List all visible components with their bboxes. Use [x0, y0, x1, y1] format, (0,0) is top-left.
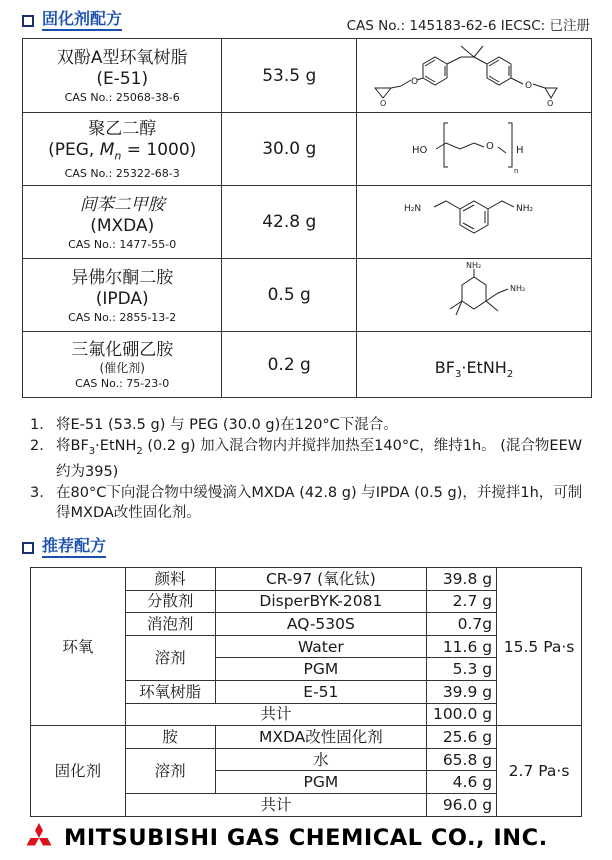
- table-row: 溶剂 Water 11.6 g: [31, 635, 582, 658]
- component-name: 双酚A型环氧树脂: [56, 48, 188, 68]
- table-row: [23, 186, 592, 259]
- recommended-table: [30, 567, 582, 817]
- component-cas: CAS No.: 1477-55-0: [68, 237, 177, 251]
- component-cas: CAS No.: 2855-13-2: [68, 310, 177, 324]
- svg-text:O: O: [380, 98, 387, 108]
- square-bullet-icon: [22, 542, 34, 554]
- component-amount: 0.2 g: [222, 332, 357, 398]
- group-label: 环氧: [31, 568, 126, 726]
- viscosity-value: 2.7 Pa·s: [497, 726, 582, 816]
- svg-text:O: O: [547, 98, 554, 108]
- component-amount: 30.0 g: [222, 113, 357, 186]
- component-name: 聚乙二醇: [88, 118, 157, 139]
- list-item: 2. 将$BF_3\cdot EtNH_2$ (0.2 g) 加入混合物内并搅拌加热至140°C，维持1h。 (混合物EEW约为395): [30, 438, 583, 480]
- component-cas: CAS No.: 25322-68-3: [64, 167, 180, 181]
- total-value: 96.0 g: [427, 793, 497, 816]
- table-row: 环氧 颜料 CR-97 (氧化钛) 39.8 g 15.5 Pa·s: [31, 568, 582, 591]
- company-footer: [22, 820, 592, 856]
- bisphenol-a-epoxy-structure: [361, 40, 587, 108]
- svg-text:O: O: [525, 80, 533, 91]
- svg-text:n: n: [514, 167, 519, 175]
- table-row: PGM 5.3 g: [31, 658, 582, 681]
- mxda-structure: [374, 189, 574, 251]
- table-row: [23, 39, 592, 113]
- svg-text:HO: HO: [412, 145, 428, 156]
- component-cas: CAS No.: 75-23-0: [75, 377, 170, 390]
- list-item: 3. 在80°C下向混合物中缓慢滴入MXDA (42.8 g) 与IPDA (0.5 g)，并搅拌1h，可制得MXDA改性固化剂。: [30, 484, 583, 521]
- peg-structure: [374, 117, 574, 177]
- table-row: 环氧树脂 E-51 39.9 g: [31, 680, 582, 703]
- component-abbrev: (IPDA): [95, 288, 149, 309]
- component-name: 三氟化硼乙胺: [71, 340, 174, 360]
- section-header-recommended: [22, 537, 106, 558]
- component-name: 异佛尔酮二胺: [71, 267, 174, 288]
- component-cas: CAS No.: 25068-38-6: [64, 91, 180, 104]
- table-row: 消泡剂 AQ-530S 0.7g: [31, 613, 582, 636]
- table-row: [23, 259, 592, 332]
- component-abbrev: (E-51): [96, 69, 149, 89]
- total-value: 100.0 g: [427, 703, 497, 726]
- list-item: 1. 将E-51 (53.5 g) 与 PEG (30.0 g)在120°C下混合。: [30, 417, 398, 433]
- section-header-hardener-formula: [22, 10, 122, 31]
- component-note: (催化剂): [99, 361, 145, 375]
- component-amount: 53.5 g: [222, 39, 357, 113]
- company-name: MITSUBISHI GAS CHEMICAL CO., INC.: [64, 825, 548, 851]
- component-name: 间苯二甲胺: [79, 194, 165, 215]
- svg-text:H₂N: H₂N: [404, 204, 422, 214]
- cas-registration-line: CAS No.: 145183-62-6 IECSC: 已注册: [346, 18, 590, 34]
- formula-table: [22, 38, 592, 398]
- component-abbrev: (MXDA): [90, 215, 155, 236]
- total-label: 共计: [125, 793, 426, 816]
- ipda-structure: [374, 259, 574, 327]
- table-row: PGM 4.6 g: [31, 771, 582, 794]
- svg-text:H: H: [516, 145, 524, 156]
- total-label: 共计: [125, 703, 426, 726]
- svg-text:NH₂: NH₂: [516, 204, 534, 214]
- bf3-etnh2-formula: $BF_3\cdot EtNH_2$: [434, 358, 514, 381]
- square-bullet-icon: [22, 15, 34, 27]
- table-row: 分散剂 DisperBYK-2081 2.7 g: [31, 590, 582, 613]
- table-row: 溶剂 水 65.8 g: [31, 748, 582, 771]
- svg-text:NH₂: NH₂: [466, 261, 482, 270]
- svg-text:O: O: [486, 141, 494, 152]
- component-amount: 42.8 g: [222, 186, 357, 259]
- svg-text:NH₂: NH₂: [510, 284, 526, 293]
- three-diamonds-logo-icon: [22, 822, 56, 854]
- section-title: 固化剂配方: [42, 10, 122, 31]
- procedure-steps: [30, 415, 590, 524]
- section-title: 推荐配方: [42, 537, 106, 558]
- table-row: [23, 332, 592, 398]
- component-abbrev: (PEG, $M_n = 1000$): [48, 139, 197, 163]
- table-row: 固化剂 胺 MXDA改性固化剂 25.6 g 2.7 Pa·s: [31, 726, 582, 749]
- component-amount: 0.5 g: [222, 259, 357, 332]
- table-row: [23, 113, 592, 186]
- group-label: 固化剂: [31, 726, 126, 816]
- viscosity-value: 15.5 Pa·s: [497, 568, 582, 726]
- svg-text:O: O: [411, 76, 419, 87]
